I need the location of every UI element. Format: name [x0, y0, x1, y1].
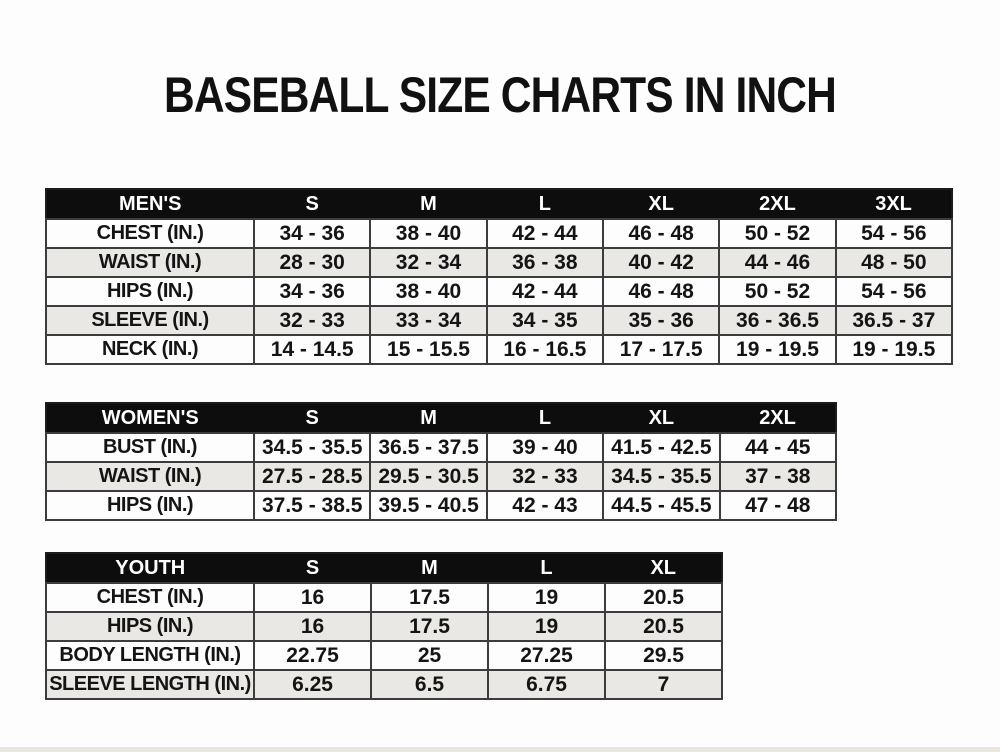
- mens-table-title: MEN'S: [46, 189, 254, 219]
- size-value: 34.5 - 35.5: [254, 433, 370, 462]
- size-value: 16: [254, 612, 371, 641]
- youth-table-row: [46, 583, 722, 612]
- size-value: 37 - 38: [720, 462, 836, 491]
- size-value: 44 - 45: [720, 433, 836, 462]
- size-value: 34 - 35: [487, 306, 603, 335]
- youth-size-column-header: L: [488, 553, 605, 583]
- size-value: 50 - 52: [719, 219, 835, 248]
- measurement-label: SLEEVE (IN.): [46, 306, 254, 335]
- mens-size-column-header: XL: [603, 189, 719, 219]
- measurement-label: BUST (IN.): [46, 433, 254, 462]
- size-value: 37.5 - 38.5: [254, 491, 370, 520]
- size-value: 39.5 - 40.5: [370, 491, 486, 520]
- size-value: 16: [254, 583, 371, 612]
- measurement-label: CHEST (IN.): [46, 583, 254, 612]
- measurement-label: NECK (IN.): [46, 335, 254, 364]
- size-value: 19 - 19.5: [719, 335, 835, 364]
- size-value: 39 - 40: [487, 433, 603, 462]
- youth-table-title: YOUTH: [46, 553, 254, 583]
- size-value: 27.5 - 28.5: [254, 462, 370, 491]
- youth-size-column-header: XL: [605, 553, 722, 583]
- size-value: 41.5 - 42.5: [603, 433, 719, 462]
- mens-table-row: [46, 335, 952, 364]
- size-value: 19: [488, 583, 605, 612]
- mens-size-column-header: 3XL: [836, 189, 952, 219]
- size-value: 28 - 30: [254, 248, 370, 277]
- size-value: 16 - 16.5: [487, 335, 603, 364]
- measurement-label: HIPS (IN.): [46, 277, 254, 306]
- page-title: BASEBALL SIZE CHARTS IN INCH: [164, 67, 836, 123]
- womens-table-title: WOMEN'S: [46, 403, 254, 433]
- measurement-label: WAIST (IN.): [46, 248, 254, 277]
- size-value: 42 - 43: [487, 491, 603, 520]
- size-value: 27.25: [488, 641, 605, 670]
- youth-table-row: [46, 670, 722, 699]
- size-value: 36.5 - 37: [836, 306, 952, 335]
- size-value: 47 - 48: [720, 491, 836, 520]
- size-value: 44 - 46: [719, 248, 835, 277]
- womens-size-column-header: XL: [603, 403, 719, 433]
- youth-header-row: [46, 553, 722, 583]
- size-value: 54 - 56: [836, 219, 952, 248]
- measurement-label: SLEEVE LENGTH (IN.): [46, 670, 254, 699]
- size-value: 46 - 48: [603, 219, 719, 248]
- size-value: 44.5 - 45.5: [603, 491, 719, 520]
- size-value: 32 - 33: [254, 306, 370, 335]
- measurement-label: HIPS (IN.): [46, 612, 254, 641]
- size-value: 34.5 - 35.5: [603, 462, 719, 491]
- size-value: 19: [488, 612, 605, 641]
- youth-size-table: [45, 552, 723, 700]
- mens-header-row: [46, 189, 952, 219]
- measurement-label: HIPS (IN.): [46, 491, 254, 520]
- youth-table-row: [46, 641, 722, 670]
- youth-size-column-header: M: [371, 553, 488, 583]
- womens-size-table: [45, 402, 837, 521]
- mens-size-column-header: L: [487, 189, 603, 219]
- womens-size-column-header: M: [370, 403, 486, 433]
- size-value: 42 - 44: [487, 277, 603, 306]
- measurement-label: CHEST (IN.): [46, 219, 254, 248]
- mens-size-table: [45, 188, 953, 365]
- size-value: 29.5: [605, 641, 722, 670]
- size-value: 6.25: [254, 670, 371, 699]
- youth-size-column-header: S: [254, 553, 371, 583]
- womens-size-column-header: S: [254, 403, 370, 433]
- size-value: 25: [371, 641, 488, 670]
- womens-size-column-header: 2XL: [720, 403, 836, 433]
- mens-size-column-header: 2XL: [719, 189, 835, 219]
- measurement-label: BODY LENGTH (IN.): [46, 641, 254, 670]
- size-value: 40 - 42: [603, 248, 719, 277]
- youth-table-row: [46, 612, 722, 641]
- size-value: 32 - 34: [370, 248, 486, 277]
- mens-table-row: [46, 219, 952, 248]
- size-value: 17 - 17.5: [603, 335, 719, 364]
- size-value: 34 - 36: [254, 277, 370, 306]
- size-value: 38 - 40: [370, 277, 486, 306]
- womens-size-column-header: L: [487, 403, 603, 433]
- mens-table-row: [46, 277, 952, 306]
- size-value: 38 - 40: [370, 219, 486, 248]
- size-value: 46 - 48: [603, 277, 719, 306]
- size-value: 32 - 33: [487, 462, 603, 491]
- size-value: 6.5: [371, 670, 488, 699]
- size-value: 17.5: [371, 612, 488, 641]
- size-value: 19 - 19.5: [836, 335, 952, 364]
- size-value: 17.5: [371, 583, 488, 612]
- womens-table-row: [46, 491, 836, 520]
- size-value: 29.5 - 30.5: [370, 462, 486, 491]
- measurement-label: WAIST (IN.): [46, 462, 254, 491]
- size-value: 20.5: [605, 583, 722, 612]
- size-value: 20.5: [605, 612, 722, 641]
- size-value: 50 - 52: [719, 277, 835, 306]
- page-bottom-edge: [0, 747, 1000, 752]
- mens-size-column-header: M: [370, 189, 486, 219]
- womens-table-row: [46, 462, 836, 491]
- mens-size-column-header: S: [254, 189, 370, 219]
- size-value: 7: [605, 670, 722, 699]
- size-value: 48 - 50: [836, 248, 952, 277]
- size-value: 36.5 - 37.5: [370, 433, 486, 462]
- womens-table-row: [46, 433, 836, 462]
- size-value: 35 - 36: [603, 306, 719, 335]
- mens-table-row: [46, 248, 952, 277]
- size-value: 34 - 36: [254, 219, 370, 248]
- size-value: 6.75: [488, 670, 605, 699]
- mens-table-row: [46, 306, 952, 335]
- size-value: 36 - 36.5: [719, 306, 835, 335]
- size-value: 33 - 34: [370, 306, 486, 335]
- size-value: 36 - 38: [487, 248, 603, 277]
- size-value: 54 - 56: [836, 277, 952, 306]
- size-value: 22.75: [254, 641, 371, 670]
- size-value: 15 - 15.5: [370, 335, 486, 364]
- size-value: 42 - 44: [487, 219, 603, 248]
- size-value: 14 - 14.5: [254, 335, 370, 364]
- womens-header-row: [46, 403, 836, 433]
